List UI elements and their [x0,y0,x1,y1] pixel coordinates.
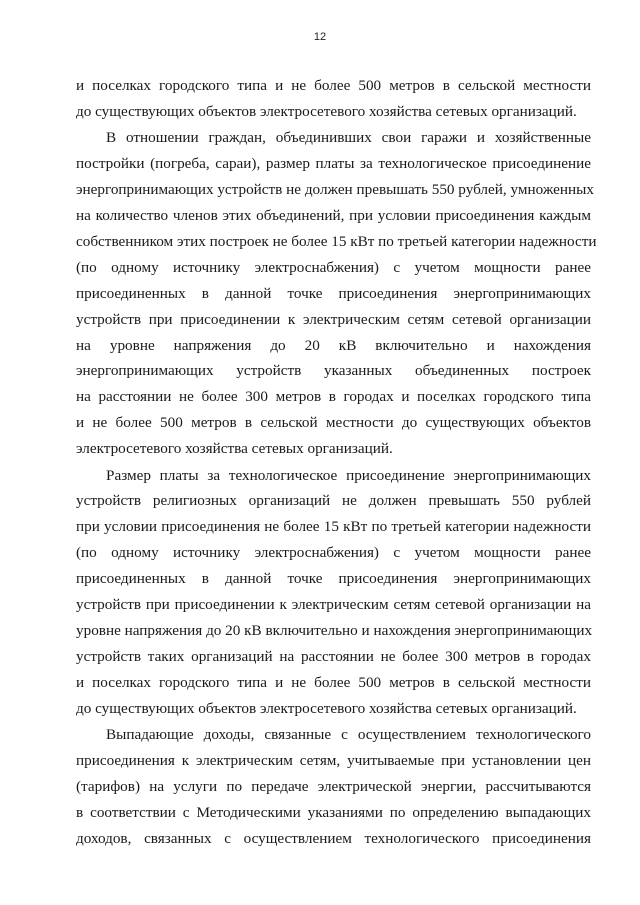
text-line: Выпадающие доходы, связанные с осуществлением технологического [106,726,591,744]
text-line: на уровне напряжения до 20 кВ включительно и нахождения [76,336,591,354]
text-line: устройств при присоединении к электрическим сетям сетевой организации на [76,596,591,613]
paragraph [76,73,591,125]
text-line: присоединенных в данной точке присоединения энергопринимающих [76,284,591,302]
text-line: доходов, связанных с осуществлением технологического присоединения [76,829,591,847]
text-line: (тарифов) на услуги по передаче электрической энергии, рассчитываются [76,777,591,795]
text-line: присоединения к электрическим сетям, учитываемые при установлении цен [76,751,591,769]
text-line: и поселках городского типа и не более 500 метров в сельской местности [76,673,591,691]
document-body [76,73,597,852]
text-line: постройки (погреба, сараи), размер платы за технологическое присоединение [76,155,591,173]
text-line: и не более 500 метров в сельской местности до существующих объектов [76,414,591,432]
text-line: собственником этих построек не более 15 кВт по третьей категории надежности [76,232,597,250]
text-line: уровне напряжения до 20 кВ включительно и нахождения энергопринимающих [76,621,593,639]
text-line: при условии присоединения не более 15 кВт по третьей категории надежности [76,518,591,536]
text-line: устройств таких организаций на расстоянии не более 300 метров в городах [76,647,591,665]
text-line: до существующих объектов электросетевого хозяйства сетевых организаций. [76,102,577,120]
text-line: на расстоянии не более 300 метров в городах и поселках городского типа [76,388,591,406]
paragraph [76,125,597,462]
text-line: (по одному источнику электроснабжения) с учетом мощности ранее [76,258,591,276]
text-line: в соответствии с Методическими указаниями по определению выпадающих [76,803,591,821]
text-line: энергопринимающих устройств не должен превышать 550 рублей, умноженных [76,181,594,199]
text-line: устройств религиозных организаций не должен превышать 550 рублей [76,492,591,510]
text-line: Размер платы за технологическое присоединение энергопринимающих [106,466,591,484]
text-line: до существующих объектов электросетевого хозяйства сетевых организаций. [76,699,577,717]
text-line: (по одному источнику электроснабжения) с учетом мощности ранее [76,544,591,562]
paragraph [76,722,591,851]
text-line: электросетевого хозяйства сетевых организаций. [76,440,393,458]
text-line: и поселках городского типа и не более 500 метров в сельской местности [76,77,591,94]
page-number: 12 [313,31,327,43]
text-line: устройств при присоединении к электрическим сетям сетевой организации [76,310,591,328]
text-line: В отношении граждан, объединивших свои гаражи и хозяйственные [106,129,591,147]
paragraph [76,463,591,722]
text-line: энергопринимающих устройств указанных объединенных построек [76,362,591,380]
text-line: присоединенных в данной точке присоединения энергопринимающих [76,570,591,588]
text-line: на количество членов этих объединений, при условии присоединения каждым [76,207,591,225]
